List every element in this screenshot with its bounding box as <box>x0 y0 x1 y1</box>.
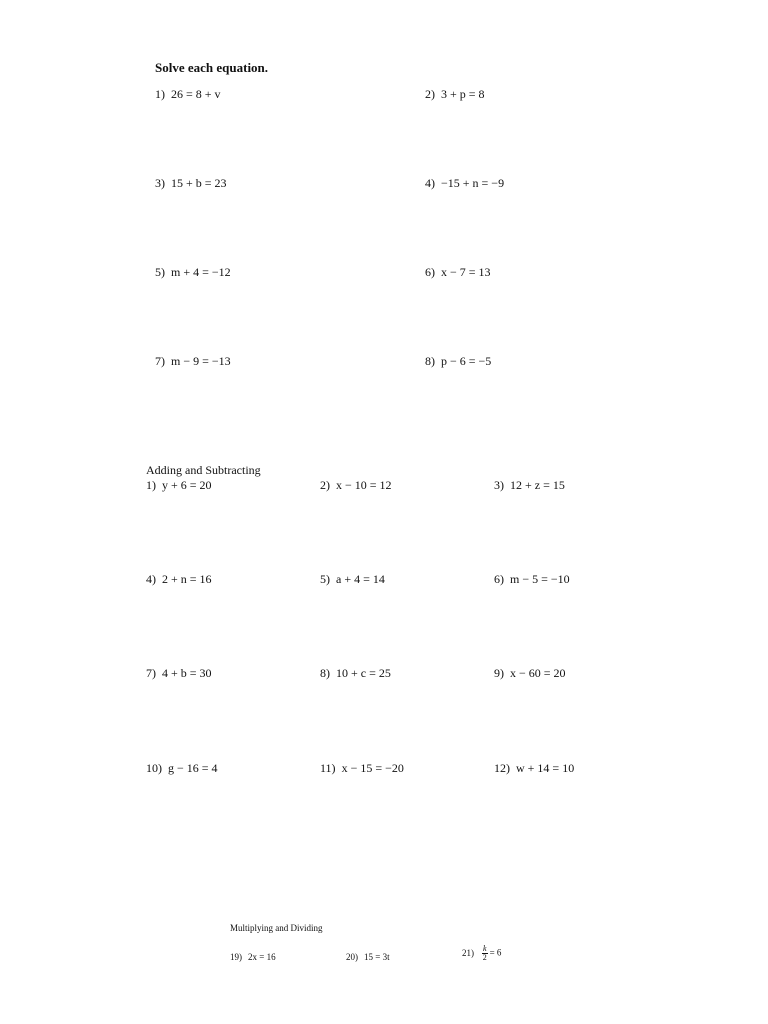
problem <box>155 354 231 369</box>
problem-equation: p − 6 = −5 <box>441 354 492 368</box>
problem-number: 1) <box>146 478 156 492</box>
problem-equation: x − 60 = 20 <box>510 666 566 680</box>
problem-equation: m − 9 = −13 <box>171 354 231 368</box>
problem-number: 8) <box>425 354 435 368</box>
section-title-multiplying-and-dividing: Multiplying and Dividing <box>230 923 323 933</box>
section-title-adding-and-subtracting: Adding and Subtracting <box>146 463 261 477</box>
problem-equation: m − 5 = −10 <box>510 572 570 586</box>
problem-number: 7) <box>146 666 156 680</box>
problem-number: 8) <box>320 666 330 680</box>
problem-number: 6) <box>425 265 435 279</box>
problem <box>425 87 485 102</box>
problem-number: 2) <box>320 478 330 492</box>
problem <box>320 572 385 587</box>
problem-equation: −15 + n = −9 <box>441 176 505 190</box>
problem-equation: x − 7 = 13 <box>441 265 491 279</box>
problem-equation: m + 4 = −12 <box>171 265 231 279</box>
fraction-denominator: 2 <box>482 953 487 962</box>
problem-equation: x − 10 = 12 <box>336 478 392 492</box>
problem <box>146 478 212 493</box>
problem-number: 1) <box>155 87 165 101</box>
problem-number: 10) <box>146 761 162 775</box>
problem-number: 3) <box>155 176 165 190</box>
problem-number: 9) <box>494 666 504 680</box>
problem-equation: y + 6 = 20 <box>162 478 212 492</box>
problem-equation: 2 + n = 16 <box>162 572 212 586</box>
problem <box>494 572 570 587</box>
problem <box>155 176 227 191</box>
problem-equation: 15 = 3t <box>364 952 390 962</box>
problem <box>346 952 390 962</box>
problem-equation: 15 + b = 23 <box>171 176 227 190</box>
problem-number: 19) <box>230 952 242 962</box>
problem-number: 4) <box>146 572 156 586</box>
problem-number: 3) <box>494 478 504 492</box>
problem <box>146 572 212 587</box>
problem-number: 21) <box>462 947 474 958</box>
problem-number: 11) <box>320 761 336 775</box>
problem-number: 7) <box>155 354 165 368</box>
problem <box>462 945 501 962</box>
problem <box>425 354 491 369</box>
problem-equation: 2x = 16 <box>248 952 276 962</box>
problem-number: 20) <box>346 952 358 962</box>
problem-equation: x − 15 = −20 <box>341 761 404 775</box>
problem-equation: w + 14 = 10 <box>516 761 575 775</box>
problem-equation: a + 4 = 14 <box>336 572 385 586</box>
problem-number: 5) <box>320 572 330 586</box>
problem-equation: = 6 <box>489 947 502 958</box>
problem <box>494 666 566 681</box>
fraction <box>482 945 488 962</box>
problem-number: 4) <box>425 176 435 190</box>
problem <box>425 265 491 280</box>
problem <box>320 666 391 681</box>
problem <box>230 952 276 962</box>
problem <box>494 761 574 776</box>
problem-number: 2) <box>425 87 435 101</box>
problem-equation: 4 + b = 30 <box>162 666 212 680</box>
problem <box>146 666 212 681</box>
problem <box>155 87 221 102</box>
problem-equation: g − 16 = 4 <box>168 761 218 775</box>
problem-number: 6) <box>494 572 504 586</box>
problem-number: 12) <box>494 761 510 775</box>
problem <box>494 478 565 493</box>
problem <box>146 761 218 776</box>
problem <box>320 761 404 776</box>
section-title-solve-each-equation: Solve each equation. <box>155 60 269 75</box>
fraction-numerator: k <box>483 944 487 953</box>
problem <box>155 265 231 280</box>
problem-equation: 3 + p = 8 <box>441 87 485 101</box>
problem <box>320 478 392 493</box>
problem-equation: 12 + z = 15 <box>510 478 565 492</box>
problem-number: 5) <box>155 265 165 279</box>
problem <box>425 176 504 191</box>
problem-equation: 10 + c = 25 <box>336 666 391 680</box>
problem-equation: 26 = 8 + v <box>171 87 221 101</box>
